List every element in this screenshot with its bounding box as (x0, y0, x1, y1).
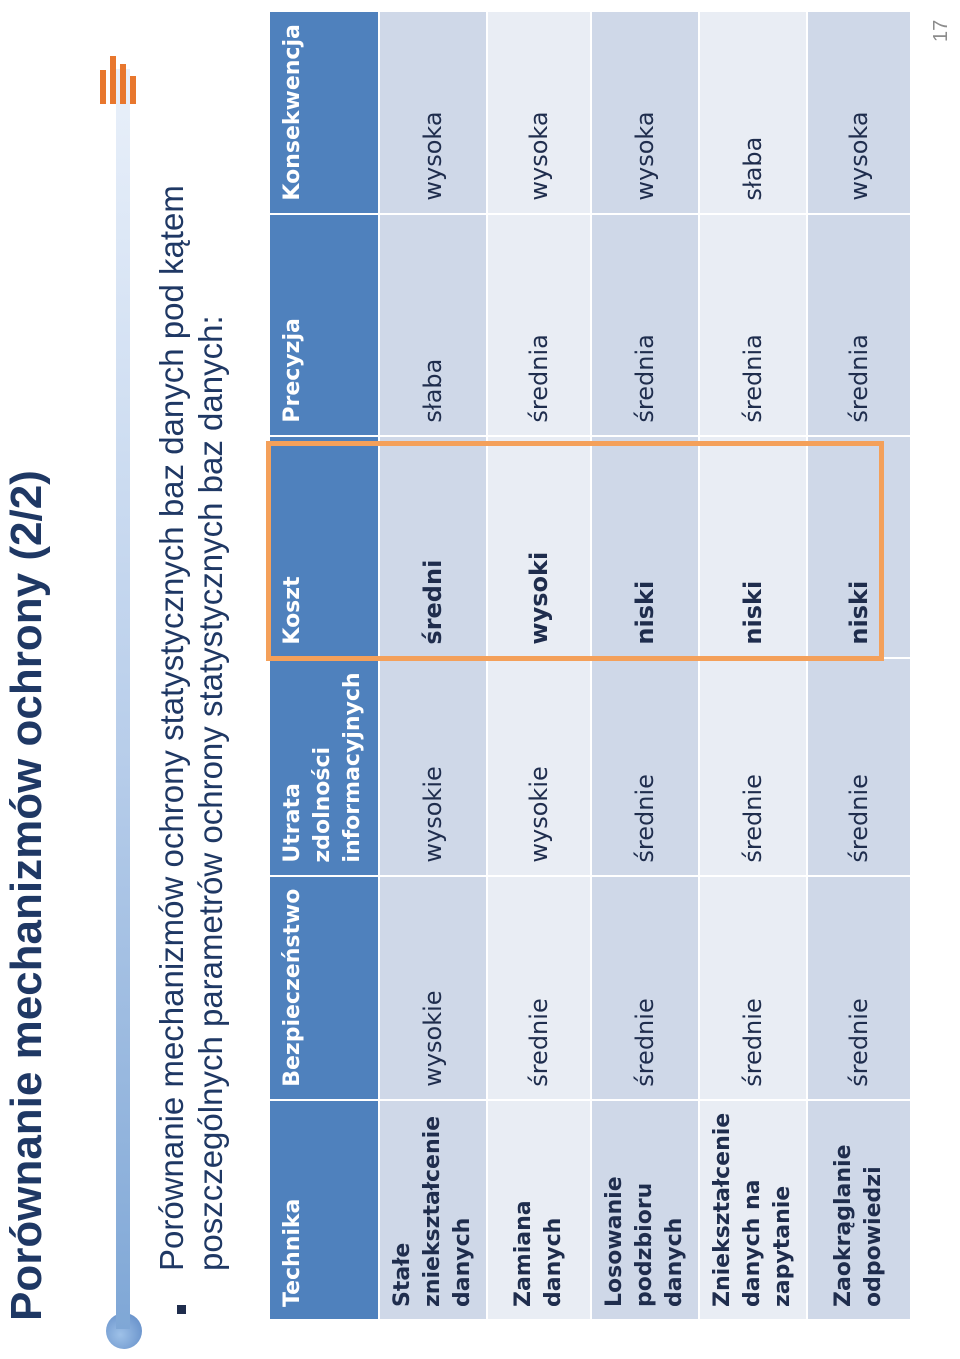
cell-technika: Stałe zniekształcenie danych (379, 1100, 487, 1320)
table-row (591, 11, 699, 1320)
cell-koszt: niski (591, 436, 699, 658)
cell-konsekwencja: wysoka (807, 11, 911, 213)
cell-bezpieczenstwo: średnie (807, 876, 911, 1100)
bullet-text: Porównanie mechanizmów ochrony statystycznych baz danych pod kątem poszczególnych parametrów ochrony statystycznych baz danych: (153, 185, 229, 1271)
cell-utrata: średnie (591, 658, 699, 876)
cell-technika: Zamiana danych (487, 1100, 591, 1320)
cell-konsekwencja: słaba (699, 11, 807, 213)
cell-bezpieczenstwo: średnie (591, 876, 699, 1100)
table-header-row (269, 11, 379, 1320)
table-row (699, 11, 807, 1320)
stripe-decoration (130, 76, 136, 104)
cell-precyzja: średnia (699, 214, 807, 436)
cell-koszt: niski (699, 436, 807, 658)
cell-bezpieczenstwo: wysokie (379, 876, 487, 1100)
cell-bezpieczenstwo: średnie (487, 876, 591, 1100)
cell-koszt: średni (379, 436, 487, 658)
stripe-decoration (110, 56, 116, 104)
cell-utrata: średnie (699, 658, 807, 876)
cell-konsekwencja: wysoka (487, 11, 591, 213)
cell-precyzja: słaba (379, 214, 487, 436)
slide-title: Porównanie mechanizmów ochrony (2/2) (2, 470, 51, 1321)
stripe-decoration (120, 64, 126, 104)
accent-bar-decoration (116, 69, 130, 1329)
cell-konsekwencja: wysoka (591, 11, 699, 213)
cell-utrata: średnie (807, 658, 911, 876)
header-bezpieczenstwo: Bezpieczeństwo (269, 876, 379, 1100)
cell-utrata: wysokie (487, 658, 591, 876)
cell-technika: Zniekształcenie danych na zapytanie (699, 1100, 807, 1320)
header-technika: Technika (269, 1100, 379, 1320)
cell-precyzja: średnia (591, 214, 699, 436)
cell-koszt: wysoki (487, 436, 591, 658)
stripe-decoration (100, 70, 106, 104)
cell-technika: Zaokrąglanie odpowiedzi (807, 1100, 911, 1320)
cell-koszt: niski (807, 436, 911, 658)
cell-precyzja: średnia (807, 214, 911, 436)
stripe-decoration (98, 14, 148, 104)
cell-bezpieczenstwo: średnie (699, 876, 807, 1100)
bullet-marker (177, 1305, 186, 1314)
header-precyzja: Precyzja (269, 214, 379, 436)
table-row (807, 11, 911, 1320)
table-row (379, 11, 487, 1320)
header-utrata: Utrata zdolności informacyjnych (269, 658, 379, 876)
cell-utrata: wysokie (379, 658, 487, 876)
cell-precyzja: średnia (487, 214, 591, 436)
cell-technika: Losowanie podzbioru danych (591, 1100, 699, 1320)
comparison-table (268, 10, 912, 1321)
header-konsekwencja: Konsekwencja (269, 11, 379, 213)
cell-konsekwencja: wysoka (379, 11, 487, 213)
table-row (487, 11, 591, 1320)
page-number: 17 (930, 19, 952, 42)
header-koszt: Koszt (269, 436, 379, 658)
